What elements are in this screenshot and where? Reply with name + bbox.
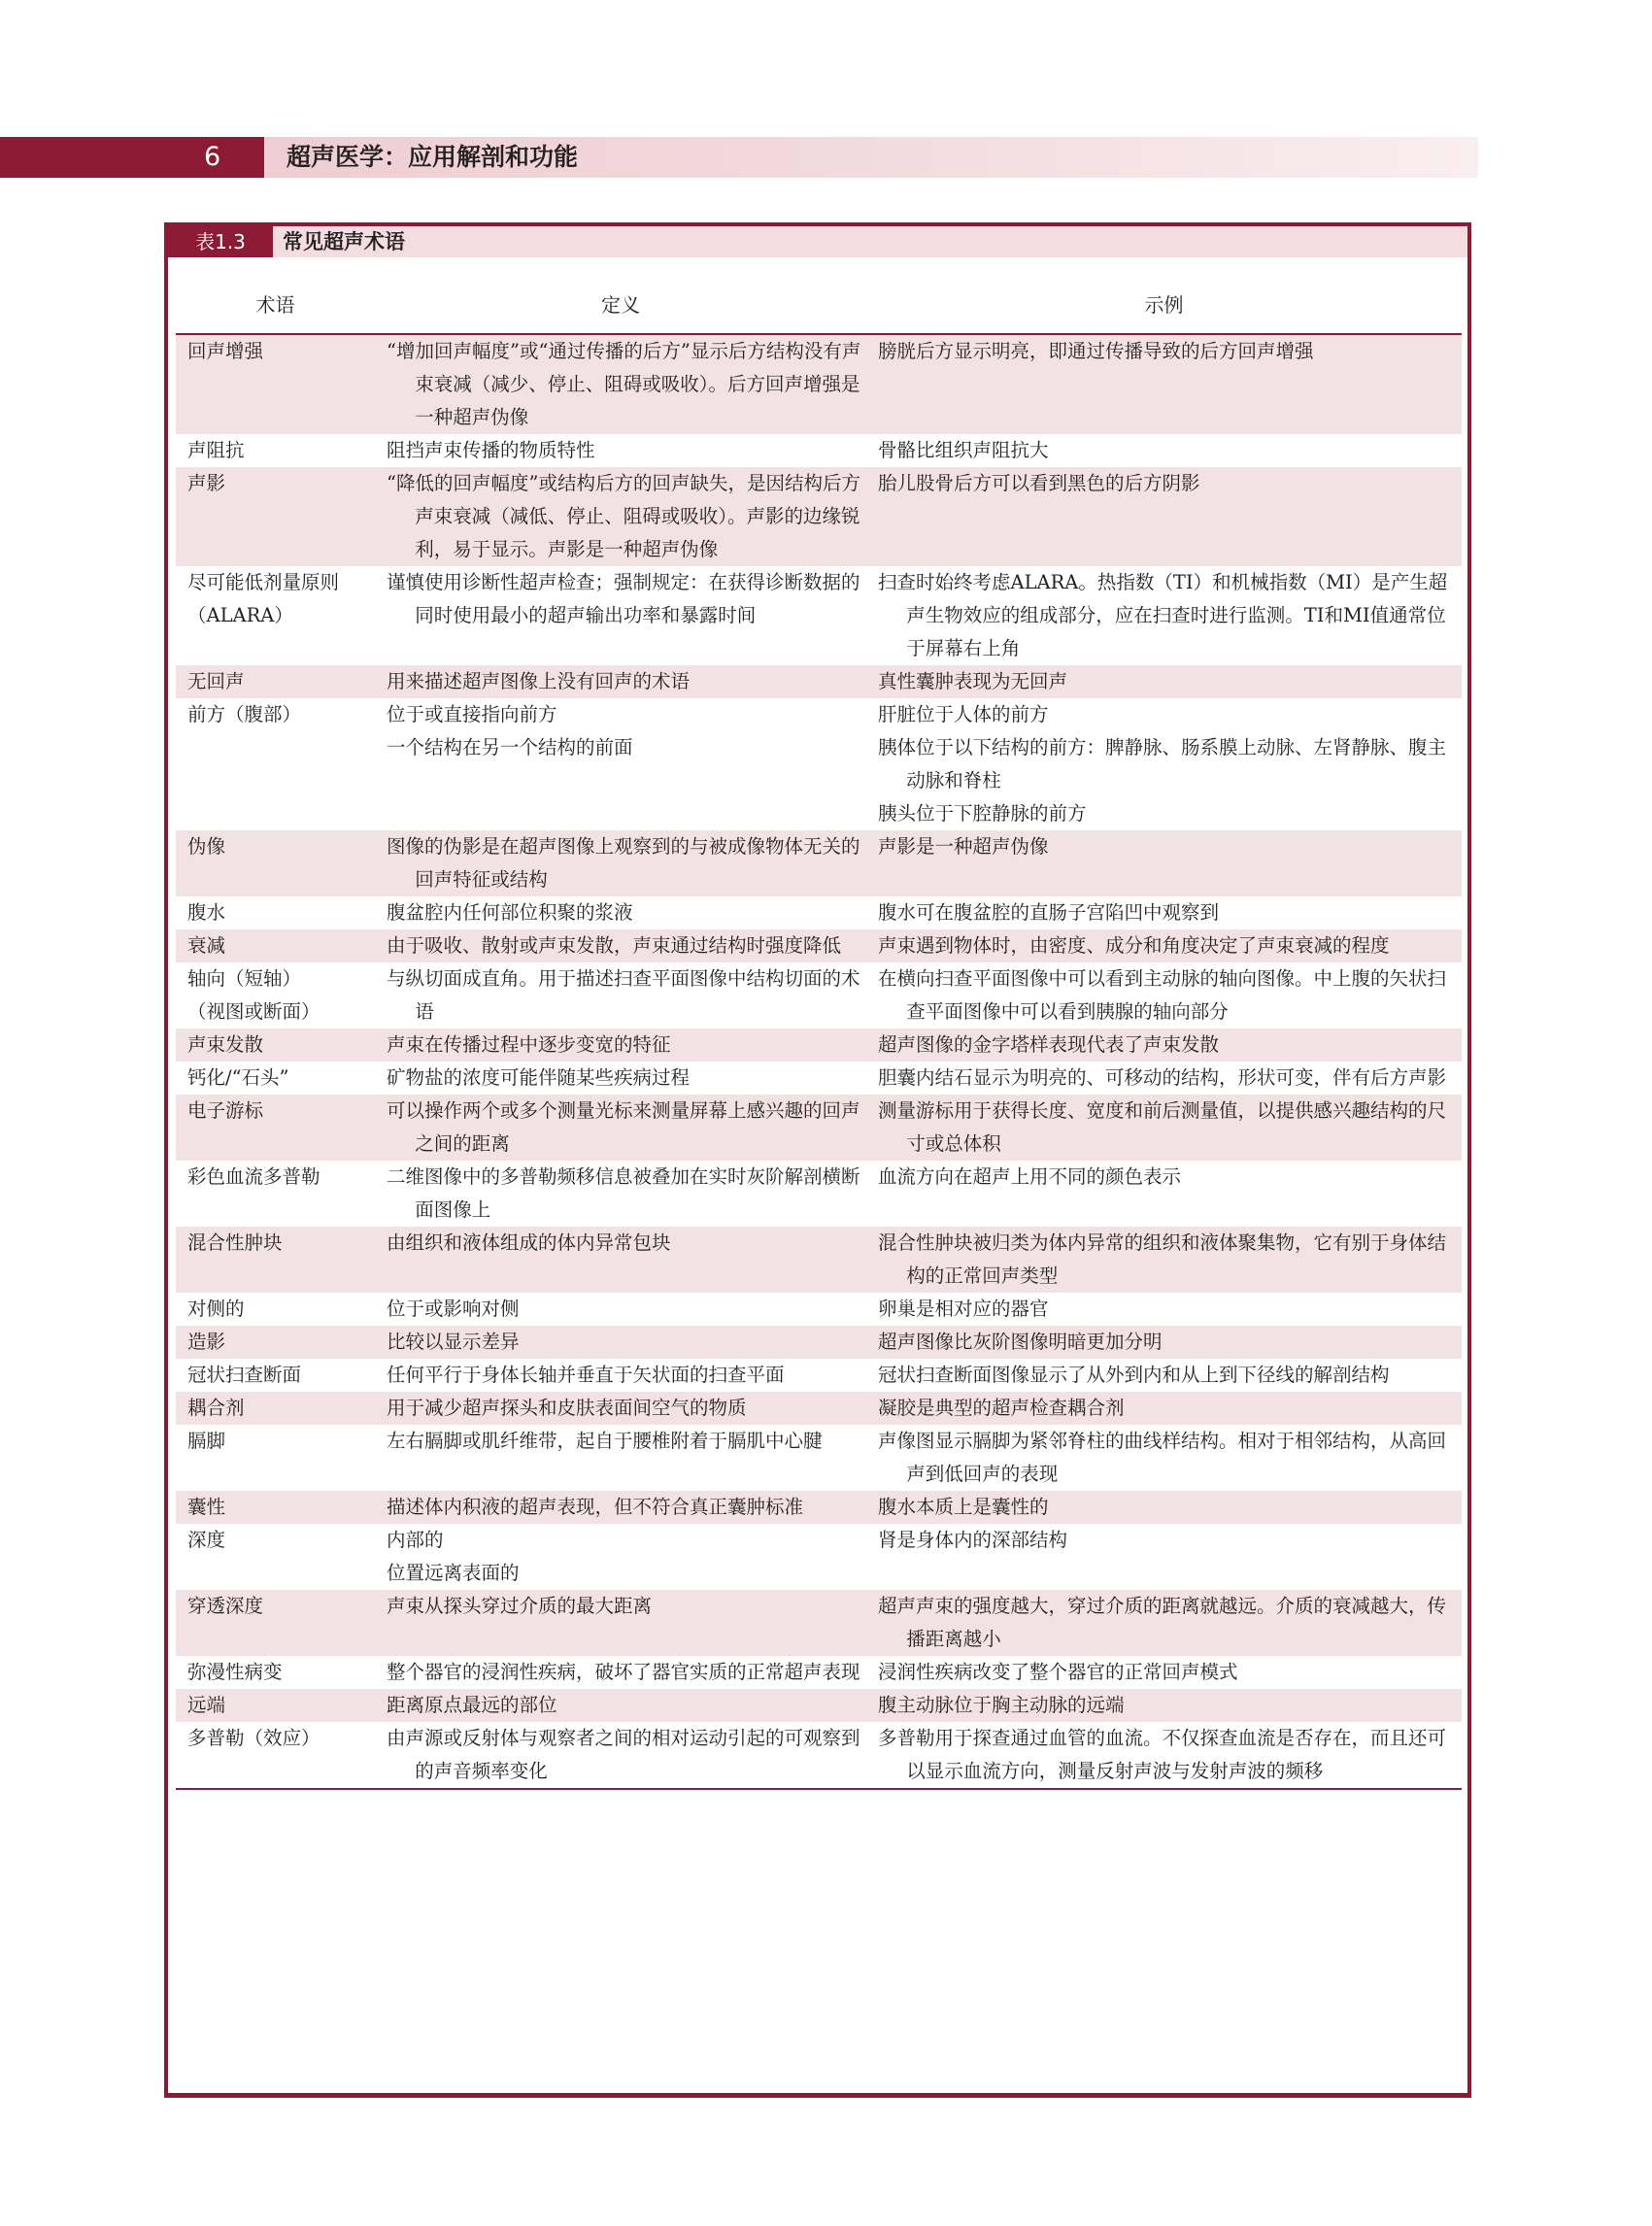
term-cell-text: 无回声	[187, 670, 245, 692]
table-row	[176, 1095, 1462, 1161]
term-cell	[176, 1161, 375, 1227]
example-cell-text: 胆囊内结石显示为明亮的、可移动的结构，形状可变，伴有后方声影	[878, 1066, 1447, 1089]
term-cell-text: 钙化/“石头”	[187, 1066, 289, 1089]
definition-cell	[375, 929, 866, 962]
definition-cell-text: 位于或影响对侧	[387, 1298, 520, 1320]
example-cell-text: 胎儿股骨后方可以看到黑色的后方阴影	[878, 472, 1200, 494]
example-cell	[866, 1689, 1462, 1722]
term-cell	[176, 830, 375, 896]
table-row	[176, 1590, 1462, 1656]
definition-cell	[375, 1392, 866, 1425]
term-cell	[176, 929, 375, 962]
definition-cell-text: 距离原点最远的部位	[387, 1694, 557, 1716]
example-cell-text: 腹主动脉位于胸主动脉的远端	[878, 1694, 1125, 1716]
term-cell-text: 声阻抗	[187, 439, 245, 461]
table-row	[176, 334, 1462, 434]
example-cell-text: 胰体位于以下结构的前方：脾静脉、肠系膜上动脉、左肾静脉、腹主动脉和脊柱	[878, 736, 1447, 792]
definition-cell-text: 声束在传播过程中逐步变宽的特征	[387, 1033, 671, 1056]
example-cell-text: 凝胶是典型的超声检查耦合剂	[878, 1397, 1125, 1419]
table-row	[176, 434, 1462, 467]
table-label: 表1.3	[168, 226, 273, 257]
example-cell-text: 腹水本质上是囊性的	[878, 1496, 1049, 1518]
term-cell-text: 尽可能低剂量原则	[187, 571, 340, 593]
table-row	[176, 1293, 1462, 1326]
term-cell-text: 伪像	[187, 835, 226, 858]
term-cell-text: 耦合剂	[187, 1397, 245, 1419]
example-cell-text: 胰头位于下腔静脉的前方	[878, 802, 1087, 825]
definition-cell	[375, 1029, 866, 1062]
definition-cell-text: 位置远离表面的	[387, 1562, 520, 1584]
example-cell-text: 腹水可在腹盆腔的直肠子宫陷凹中观察到	[878, 901, 1220, 924]
definition-cell-text: 阻挡声束传播的物质特性	[387, 439, 595, 461]
term-cell-text: 轴向（短轴）	[187, 967, 302, 990]
definition-cell-text: 内部的	[387, 1529, 444, 1551]
table-row	[176, 1227, 1462, 1293]
example-cell-text: 膀胱后方显示明亮，即通过传播导致的后方回声增强	[878, 340, 1314, 362]
example-cell	[866, 1359, 1462, 1392]
definition-cell-text: 可以操作两个或多个测量光标来测量屏幕上感兴趣的回声之间的距离	[387, 1099, 860, 1155]
example-cell	[866, 929, 1462, 962]
example-cell-text: 在横向扫查平面图像中可以看到主动脉的轴向图像。中上腹的矢状扫查平面图像中可以看到胰腺的轴向部分	[878, 967, 1447, 1023]
term-cell	[176, 1227, 375, 1293]
term-cell-text: 电子游标	[187, 1099, 264, 1122]
page-number-box	[0, 137, 264, 178]
table-row	[176, 1524, 1462, 1590]
example-cell-text: 真性囊肿表现为无回声	[878, 670, 1068, 692]
example-cell	[866, 698, 1462, 830]
example-cell-text: 测量游标用于获得长度、宽度和前后测量值，以提供感兴趣结构的尺寸或总体积	[878, 1099, 1447, 1155]
column-header-example: 示例	[866, 277, 1462, 334]
table-row	[176, 830, 1462, 896]
definition-cell-text: 与纵切面成直角。用于描述扫查平面图像中结构切面的术语	[387, 967, 860, 1023]
example-cell	[866, 896, 1462, 929]
term-cell-text: 对侧的	[187, 1298, 245, 1320]
table-row	[176, 1425, 1462, 1491]
example-cell-text: 声束遇到物体时，由密度、成分和角度决定了声束衰减的程度	[878, 934, 1390, 957]
example-cell-text: 声像图显示膈脚为紧邻脊柱的曲线样结构。相对于相邻结构，从高回声到低回声的表现	[878, 1430, 1447, 1485]
example-cell	[866, 830, 1462, 896]
term-cell-text: 腹水	[187, 901, 226, 924]
definition-cell-text: 一个结构在另一个结构的前面	[387, 736, 633, 759]
term-cell-text: （ALARA）	[187, 604, 293, 626]
definition-cell-text: 用来描述超声图像上没有回声的术语	[387, 670, 691, 692]
definition-cell	[375, 1590, 866, 1656]
term-cell-text: 造影	[187, 1331, 226, 1353]
term-cell-text: 膈脚	[187, 1430, 226, 1452]
term-cell-text: 穿透深度	[187, 1595, 264, 1617]
example-cell	[866, 1062, 1462, 1095]
table-frame	[164, 222, 1471, 2098]
example-cell-text: 骨骼比组织声阻抗大	[878, 439, 1049, 461]
definition-cell	[375, 962, 866, 1029]
definition-cell-text: 左右膈脚或肌纤维带，起自于腰椎附着于膈肌中心腱	[387, 1430, 823, 1452]
definition-cell	[375, 830, 866, 896]
table-header-row	[176, 277, 1462, 334]
definition-cell-text: 谨慎使用诊断性超声检查；强制规定：在获得诊断数据的同时使用最小的超声输出功率和暴露时间	[387, 571, 860, 626]
example-cell	[866, 1326, 1462, 1359]
term-cell-text: 前方（腹部）	[187, 703, 302, 725]
example-cell	[866, 1722, 1462, 1789]
definition-cell	[375, 1524, 866, 1590]
definition-cell-text: 位于或直接指向前方	[387, 703, 557, 725]
term-cell	[176, 1326, 375, 1359]
example-cell	[866, 1392, 1462, 1425]
definition-cell	[375, 1062, 866, 1095]
table-row	[176, 1656, 1462, 1689]
example-cell-text: 超声声束的强度越大，穿过介质的距离就越远。介质的衰减越大，传播距离越小	[878, 1595, 1447, 1650]
definition-cell-text: “增加回声幅度”或“通过传播的后方”显示后方结构没有声束衰减（减少、停止、阻碍或吸收）。后方回声增强是一种超声伪像	[387, 340, 861, 428]
definition-cell-text: “降低的回声幅度”或结构后方的回声缺失，是因结构后方声束衰减（减低、停止、阻碍或吸收）。声影的边缘锐利，易于显示。声影是一种超声伪像	[387, 472, 860, 560]
term-cell-text: 弥漫性病变	[187, 1661, 283, 1683]
table-row	[176, 566, 1462, 665]
table-row	[176, 962, 1462, 1029]
example-cell-text: 浸润性疾病改变了整个器官的正常回声模式	[878, 1661, 1238, 1683]
example-cell-text: 扫查时始终考虑ALARA。热指数（TI）和机械指数（MI）是产生超声生物效应的组成部分，应在扫查时进行监测。TI和MI值通常位于屏幕右上角	[878, 571, 1448, 659]
running-header	[0, 137, 1478, 178]
definition-cell-text: 用于减少超声探头和皮肤表面间空气的物质	[387, 1397, 747, 1419]
table-row	[176, 1392, 1462, 1425]
definition-cell	[375, 1425, 866, 1491]
definition-cell-text: 由声源或反射体与观察者之间的相对运动引起的可观察到的声音频率变化	[387, 1727, 860, 1782]
definition-cell	[375, 467, 866, 566]
example-cell	[866, 434, 1462, 467]
definition-cell	[375, 1689, 866, 1722]
table-row	[176, 1689, 1462, 1722]
term-cell	[176, 1359, 375, 1392]
term-cell-text: 彩色血流多普勒	[187, 1165, 320, 1188]
table-row	[176, 1491, 1462, 1524]
table-row	[176, 1326, 1462, 1359]
example-cell	[866, 1524, 1462, 1590]
example-cell-text: 多普勒用于探查通过血管的血流。不仅探查血流是否存在，而且还可以显示血流方向，测量反射声波与发射声波的频移	[878, 1727, 1447, 1782]
term-cell-text: 回声增强	[187, 340, 264, 362]
term-cell-text: 声影	[187, 472, 226, 494]
term-cell-text: 远端	[187, 1694, 226, 1716]
term-cell	[176, 1524, 375, 1590]
definition-cell	[375, 1293, 866, 1326]
definition-cell	[375, 1359, 866, 1392]
table-title: 常见超声术语	[283, 230, 405, 253]
example-cell-text: 肾是身体内的深部结构	[878, 1529, 1068, 1551]
table-row	[176, 665, 1462, 698]
example-cell	[866, 1161, 1462, 1227]
example-cell	[866, 1095, 1462, 1161]
table-row	[176, 1062, 1462, 1095]
term-cell	[176, 1722, 375, 1789]
example-cell	[866, 334, 1462, 434]
term-cell	[176, 1029, 375, 1062]
example-cell	[866, 1491, 1462, 1524]
term-cell	[176, 698, 375, 830]
definition-cell	[375, 434, 866, 467]
definition-cell-text: 矿物盐的浓度可能伴随某些疾病过程	[387, 1066, 691, 1089]
definition-cell	[375, 1095, 866, 1161]
definition-cell-text: 由于吸收、散射或声束发散，声束通过结构时强度降低	[387, 934, 842, 957]
definition-cell	[375, 896, 866, 929]
definition-cell-text: 任何平行于身体长轴并垂直于矢状面的扫查平面	[387, 1364, 785, 1386]
definition-cell-text: 腹盆腔内任何部位积聚的浆液	[387, 901, 633, 924]
definition-cell	[375, 566, 866, 665]
example-cell	[866, 1590, 1462, 1656]
example-cell-text: 血流方向在超声上用不同的颜色表示	[878, 1165, 1182, 1188]
term-cell	[176, 665, 375, 698]
term-cell-text: 多普勒（效应）	[187, 1727, 320, 1749]
term-cell	[176, 467, 375, 566]
table-body	[176, 334, 1462, 1789]
column-header-term: 术语	[176, 277, 375, 334]
term-cell-text: 冠状扫查断面	[187, 1364, 302, 1386]
definition-cell	[375, 665, 866, 698]
definition-cell-text: 由组织和液体组成的体内异常包块	[387, 1231, 671, 1254]
example-cell	[866, 962, 1462, 1029]
term-cell	[176, 1590, 375, 1656]
page-number: 6	[204, 142, 221, 172]
definition-cell	[375, 1161, 866, 1227]
example-cell	[866, 566, 1462, 665]
definition-cell-text: 比较以显示差异	[387, 1331, 520, 1353]
example-cell-text: 肝脏位于人体的前方	[878, 703, 1049, 725]
definition-cell	[375, 334, 866, 434]
term-cell	[176, 962, 375, 1029]
table-caption	[168, 226, 1467, 257]
definition-cell	[375, 1491, 866, 1524]
definition-cell	[375, 1722, 866, 1789]
term-cell	[176, 334, 375, 434]
definition-cell-text: 声束从探头穿过介质的最大距离	[387, 1595, 653, 1617]
example-cell-text: 超声图像比灰阶图像明暗更加分明	[878, 1331, 1163, 1353]
example-cell	[866, 1293, 1462, 1326]
term-cell-text: 衰减	[187, 934, 226, 957]
table-row	[176, 467, 1462, 566]
terms-table	[176, 277, 1462, 1790]
term-cell-text: 混合性肿块	[187, 1231, 283, 1254]
definition-cell-text: 二维图像中的多普勒频移信息被叠加在实时灰阶解剖横断面图像上	[387, 1165, 860, 1221]
definition-cell-text: 整个器官的浸润性疾病，破坏了器官实质的正常超声表现	[387, 1661, 860, 1683]
term-cell-text: 声束发散	[187, 1033, 264, 1056]
book-title: 超声医学：应用解剖和功能	[287, 143, 579, 171]
table-row	[176, 698, 1462, 830]
term-cell	[176, 1491, 375, 1524]
definition-cell-text: 图像的伪影是在超声图像上观察到的与被成像物体无关的回声特征或结构	[387, 835, 860, 891]
term-cell	[176, 566, 375, 665]
term-cell	[176, 434, 375, 467]
example-cell	[866, 467, 1462, 566]
example-cell	[866, 665, 1462, 698]
term-cell-text: 囊性	[187, 1496, 226, 1518]
definition-cell-text: 描述体内积液的超声表现，但不符合真正囊肿标准	[387, 1496, 804, 1518]
term-cell-text: （视图或断面）	[187, 1000, 320, 1023]
term-cell	[176, 1392, 375, 1425]
term-cell	[176, 1425, 375, 1491]
example-cell	[866, 1656, 1462, 1689]
definition-cell	[375, 1227, 866, 1293]
table-row	[176, 1161, 1462, 1227]
example-cell-text: 声影是一种超声伪像	[878, 835, 1049, 858]
term-cell	[176, 1095, 375, 1161]
term-cell	[176, 896, 375, 929]
term-cell	[176, 1656, 375, 1689]
table-row	[176, 929, 1462, 962]
example-cell	[866, 1029, 1462, 1062]
definition-cell	[375, 1326, 866, 1359]
definition-cell	[375, 698, 866, 830]
term-cell	[176, 1293, 375, 1326]
term-cell	[176, 1062, 375, 1095]
table-row	[176, 896, 1462, 929]
example-cell-text: 混合性肿块被归类为体内异常的组织和液体聚集物，它有别于身体结构的正常回声类型	[878, 1231, 1447, 1287]
example-cell-text: 超声图像的金字塔样表现代表了声束发散	[878, 1033, 1220, 1056]
example-cell	[866, 1227, 1462, 1293]
example-cell-text: 卵巢是相对应的器官	[878, 1298, 1049, 1320]
table-row	[176, 1722, 1462, 1789]
example-cell-text: 冠状扫查断面图像显示了从外到内和从上到下径线的解剖结构	[878, 1364, 1390, 1386]
column-header-definition: 定义	[375, 277, 866, 334]
definition-cell	[375, 1656, 866, 1689]
table-row	[176, 1029, 1462, 1062]
table-row	[176, 1359, 1462, 1392]
term-cell-text: 深度	[187, 1529, 226, 1551]
example-cell	[866, 1425, 1462, 1491]
term-cell	[176, 1689, 375, 1722]
